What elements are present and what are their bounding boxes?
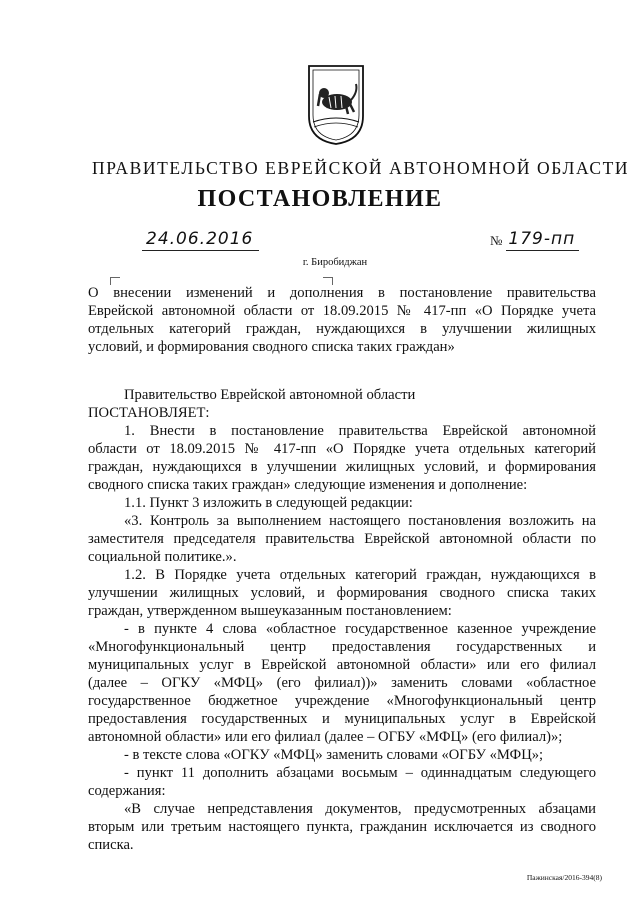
body-line: «3. Контроль за выполнением настоящего постановления возложить на — [124, 513, 596, 529]
body-line: содержания: — [88, 783, 166, 799]
document-date: 24.06.2016 — [142, 229, 259, 251]
government-title: ПРАВИТЕЛЬСТВО ЕВРЕЙСКОЙ АВТОНОМНОЙ ОБЛАСТИ — [92, 158, 630, 178]
body-line: муниципальных услуг в Еврейской автономной области» или его филиал — [88, 657, 596, 673]
number-value: 179-пп — [506, 229, 579, 251]
title-line: отдельных категорий граждан, нуждающихся в улучшении жилищных — [88, 321, 596, 337]
footer-reference: Пажинская/2016-394(8) — [526, 873, 602, 882]
body-line: вторым или третьим настоящего пункта, гражданин исключается из сводного — [88, 819, 596, 835]
body-line: списка. — [88, 837, 134, 853]
body-line: предоставления государственных и муниципальных услуг в Еврейской — [88, 711, 596, 727]
body-line: - в пункте 4 слова «областное государственное казенное учреждение — [124, 621, 596, 637]
body-line: области от 18.09.2015 № 417-пп «О Порядке учета отдельных категорий — [88, 441, 596, 457]
number-label: № — [490, 233, 503, 248]
body-line: улучшении жилищных условий, и формирования сводного списка таких — [88, 585, 596, 601]
body-line: «В случае непредставления документов, предусмотренных абзацами — [124, 801, 596, 817]
body-line: граждан, нуждающихся в улучшении жилищных условий, и формирования — [88, 459, 596, 475]
body-line: (далее – ОГКУ «МФЦ» (его филиал))» заменить словами «областное — [88, 675, 596, 691]
body-line: автономной области» или его филиал (далее – ОГБУ «МФЦ» (его филиал)»; — [88, 729, 563, 745]
body-line: социальной политике.». — [88, 549, 237, 565]
document-number — [490, 229, 579, 251]
body-line: - пункт 11 дополнить абзацами восьмым – одиннадцатым следующего — [124, 765, 596, 781]
document-type-heading: ПОСТАНОВЛЕНИЕ — [197, 186, 443, 212]
body-line: государственное бюджетное учреждение «Многофункциональный центр — [88, 693, 596, 709]
coat-of-arms-emblem — [306, 62, 366, 146]
title-line: О внесении изменений и дополнения в постановление правительства — [88, 285, 596, 301]
body-line: сводного списка таких граждан» следующие изменения и дополнение: — [88, 477, 528, 493]
body-line: Правительство Еврейской автономной области — [124, 387, 416, 403]
body-line: 1.1. Пункт 3 изложить в следующей редакции: — [124, 495, 413, 511]
body-line: «Многофункциональный центр предоставления государственных и — [88, 639, 596, 655]
body-line: граждан, утвержденном вышеуказанным постановлением: — [88, 603, 452, 619]
body-line: - в тексте слова «ОГКУ «МФЦ» заменить словами «ОГБУ «МФЦ»; — [124, 747, 544, 763]
body-line: ПОСТАНОВЛЯЕТ: — [88, 405, 210, 421]
body-line: 1. Внести в постановление правительства Еврейской автономной — [124, 423, 596, 439]
city-label: г. Биробиджан — [302, 257, 368, 268]
title-line: условий, и формирования сводного списка таких граждан» — [88, 339, 455, 355]
title-line: Еврейской автономной области от 18.09.2015 № 417-пп «О Порядке учета — [88, 303, 596, 319]
body-line: заместителя председателя правительства Еврейской автономной области по — [88, 531, 596, 547]
body-line: 1.2. В Порядке учета отдельных категорий граждан, нуждающихся в — [124, 567, 596, 583]
